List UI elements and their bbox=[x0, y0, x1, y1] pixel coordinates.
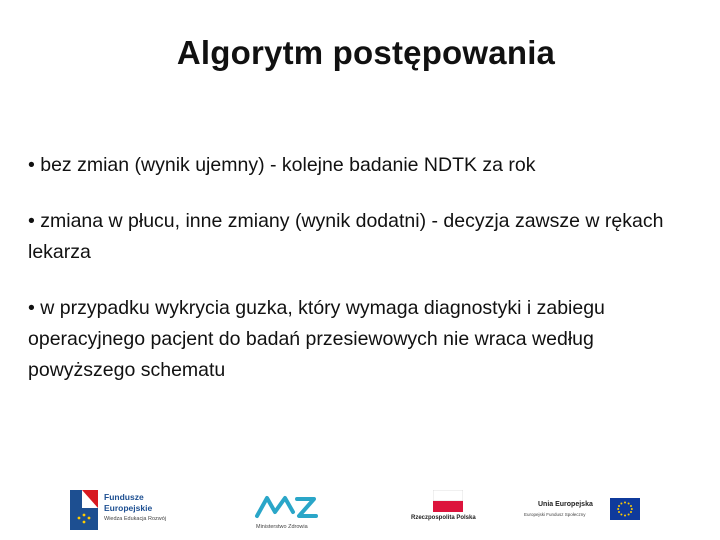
polish-flag-icon bbox=[433, 490, 463, 512]
ministerstwo-zdrowia-logo bbox=[252, 486, 322, 534]
bullet-item: • w przypadku wykrycia guzka, który wymaga diagnostyki i zabiegu operacyjnego pacjent do badań przesiewowych nie wraca według powyższego schematu bbox=[28, 297, 605, 381]
bullet-item: • zmiana w płucu, inne zmiany (wynik dodatni) - decyzja zawsze w rękach lekarza bbox=[28, 210, 664, 263]
eu-flag-icon bbox=[610, 498, 640, 520]
unia-europejska-logo bbox=[522, 486, 642, 534]
mz-emblem-icon bbox=[254, 492, 320, 522]
fe-line3: Wiedza Edukacja Rozwój bbox=[104, 516, 167, 522]
fe-line2: Europejskie bbox=[104, 503, 153, 513]
fundusze-europejskie-logo bbox=[70, 486, 190, 534]
ue-line1: Unia Europejska bbox=[538, 501, 593, 508]
bullet-list bbox=[28, 150, 688, 386]
rzeczpospolita-polska-logo bbox=[408, 486, 498, 534]
logo-footer bbox=[0, 486, 720, 536]
rp-caption: Rzeczpospolita Polska bbox=[411, 515, 476, 521]
slide-title: Algorytm postępowania bbox=[176, 34, 556, 71]
bullet-item: • bez zmian (wynik ujemny) - kolejne badanie NDTK za rok bbox=[28, 154, 536, 176]
fe-line1: Fundusze bbox=[104, 492, 144, 502]
mz-caption: Ministerstwo Zdrowia bbox=[256, 524, 308, 530]
fe-emblem-icon bbox=[70, 490, 98, 530]
ue-line2: Europejski Fundusz Społeczny bbox=[524, 512, 586, 517]
